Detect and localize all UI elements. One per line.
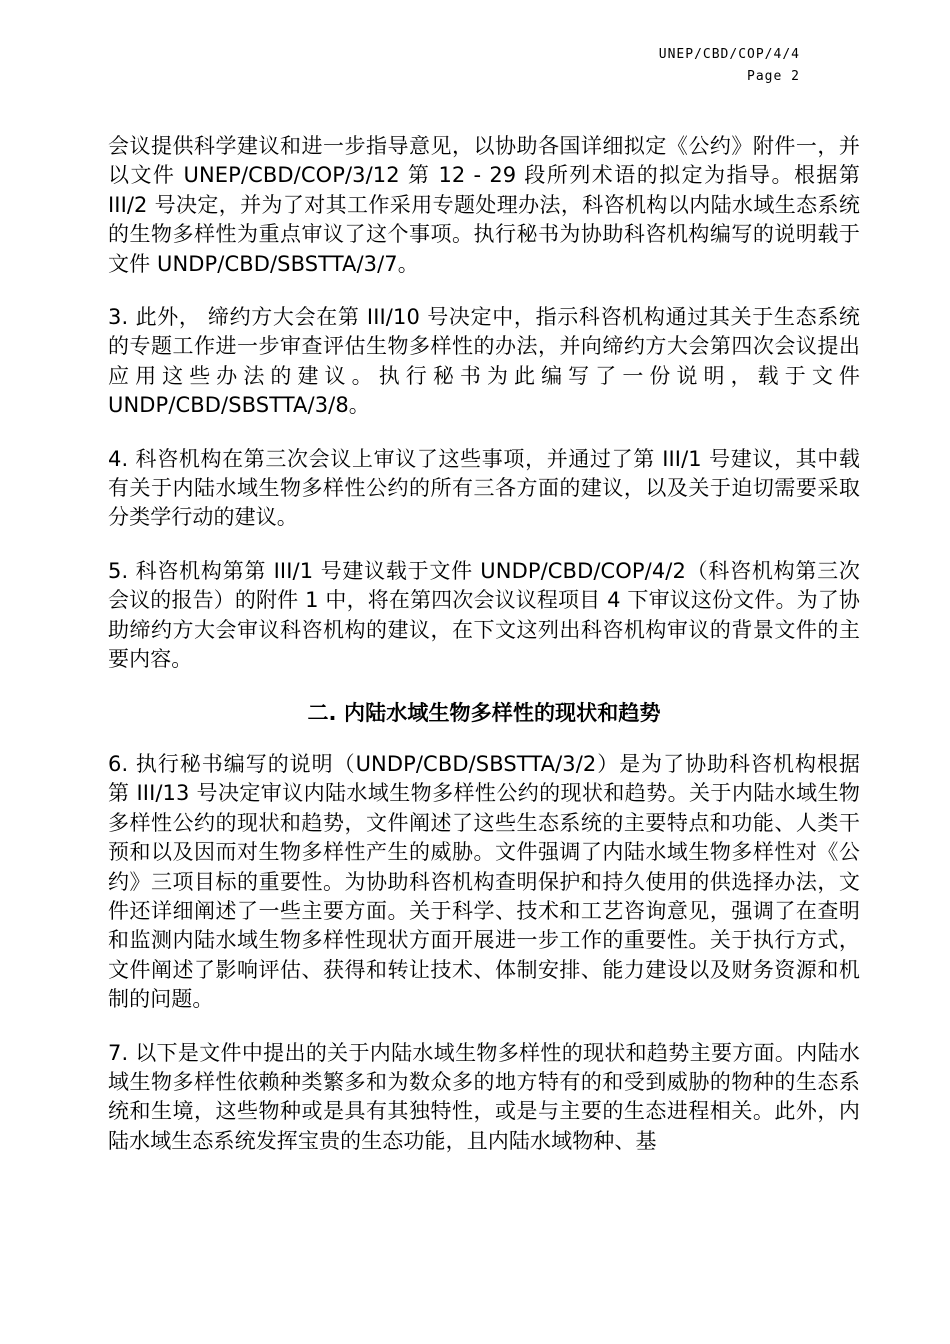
paragraph-6: 6. 执行秘书编写的说明（UNDP/CBD/SBSTTA/3/2）是为了协助科咨机构根据第 III/13 号决定审议内陆水域生物多样性公约的现状和趋势。关于内陆水域生物多样性公约的现状和趋势，文件阐述了这些生态系统的主要特点和功能、人类干预和以及因而对生物多样性产生的威胁。文件强调了内陆水域生物多样性对《公约》三项目标的重要性。为协助科咨机构查明保护和持久使用的供选择办法，文件还详细阐述了一些主要方面。关于科学、技术和工艺咨询意见，强调了在查明和监测内陆水域生物多样性现状方面开展进一步工作的重要性。关于执行方式，文件阐述了影响评估、获得和转让技术、体制安排、能力建设以及财务资源和机制的问题。 <box>108 751 860 1012</box>
paragraph-7: 7. 以下是文件中提出的关于内陆水域生物多样性的现状和趋势主要方面。内陆水域生物多样性依赖种类繁多和为数众多的地方特有的和受到威胁的物种的生态系统和生境，这些物种或是具有其独特性，或是与主要的生态进程相关。此外，内陆水域生态系统发挥宝贵的生态功能，且内陆水域物种、基 <box>108 1040 860 1153</box>
page-number: Page 2 <box>747 69 800 84</box>
paragraph-2-continued: 会议提供科学建议和进一步指导意见，以协助各国详细拟定《公约》附件一，并以文件 UNEP/CBD/COP/3/12 第 12 - 29 段所列术语的拟定为指导。根据第 III/2 号决定，并为了对其工作采用专题处理办法，科咨机构以内陆水域生态系统的生物多样性为重点审议了这个事项。执行秘书为协助科咨机构编写的说明载于文件 UNDP/CBD/SBSTTA/3/7。 <box>108 134 860 276</box>
document-body <box>108 132 860 1180</box>
paragraph-5: 5. 科咨机构第第 III/1 号建议载于文件 UNDP/CBD/COP/4/2（科咨机构第三次会议的报告）的附件 1 中，将在第四次会议议程项目 4 下审议这份文件。为了协助缔约方大会审议科咨机构的建议，在下文这列出科咨机构审议的背景文件的主要内容。 <box>108 558 860 672</box>
section-heading: 二. 内陆水域生物多样性的现状和趋势 <box>307 700 661 725</box>
paragraph-3: 3. 此外， 缔约方大会在第 III/10 号决定中，指示科咨机构通过其关于生态系统的专题工作进一步审查评估生物多样性的办法，并向缔约方大会第四次会议提出应用这些办法的建议。执行秘书为此编写了一份说明，载于文件 UNDP/CBD/SBSTTA/3/8。 <box>108 305 860 418</box>
page-header <box>659 44 800 88</box>
document-symbol: UNEP/CBD/COP/4/4 <box>658 47 800 62</box>
paragraph-4: 4. 科咨机构在第三次会议上审议了这些事项，并通过了第 III/1 号建议，其中载有关于内陆水域生物多样性公约的所有三各方面的建议，以及关于迫切需要采取分类学行动的建议。 <box>108 446 860 530</box>
